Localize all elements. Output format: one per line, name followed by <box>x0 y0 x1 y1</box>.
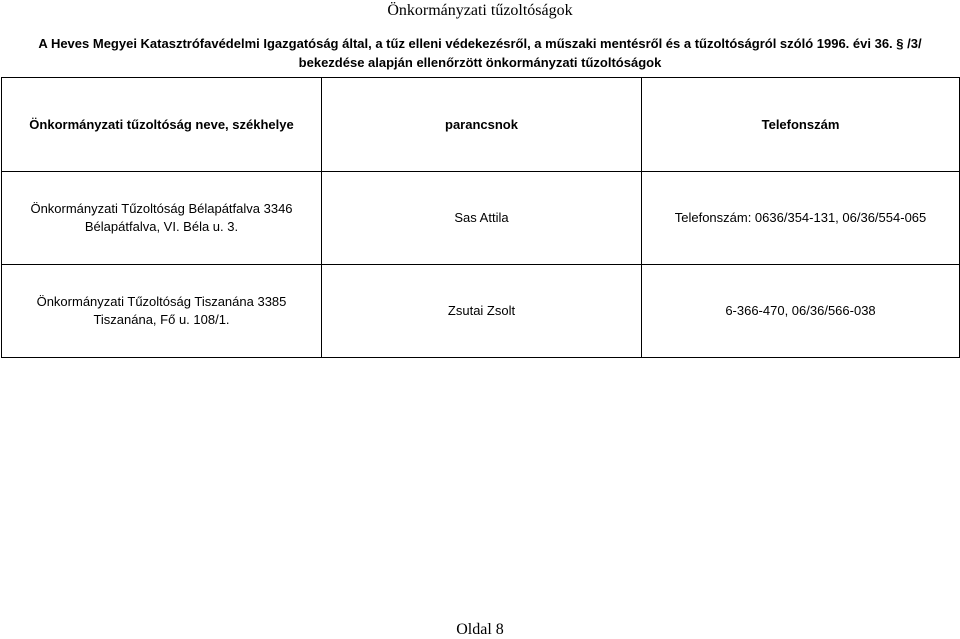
commander-cell: Zsutai Zsolt <box>322 265 642 358</box>
commander-cell: Sas Attila <box>322 172 642 265</box>
table-header-row <box>2 78 960 172</box>
fire-stations-table <box>1 77 960 358</box>
column-header-name: Önkormányzati tűzoltóság neve, székhelye <box>2 78 322 172</box>
phone-cell: 6-366-470, 06/36/566-038 <box>642 265 960 358</box>
station-name-line-1: Önkormányzati Tűzoltóság Tiszanána 3385 <box>36 294 287 309</box>
page-header-title: Önkormányzati tűzoltóságok <box>387 2 573 19</box>
station-name-cell <box>2 265 322 358</box>
phone-cell: Telefonszám: 0636/354-131, 06/36/554-065 <box>642 172 960 265</box>
column-header-commander: parancsnok <box>322 78 642 172</box>
table-row <box>2 265 960 358</box>
table-row <box>2 172 960 265</box>
station-name-line-2: Tiszanána, Fő u. 108/1. <box>93 312 230 327</box>
page-number-footer: Oldal 8 <box>456 621 504 638</box>
intro-line-2: bekezdése alapján ellenőrzött önkormányzati tűzoltóságok <box>298 55 662 70</box>
column-header-phone: Telefonszám <box>642 78 960 172</box>
intro-line-1: A Heves Megyei Katasztrófavédelmi Igazgatóság által, a tűz elleni védekezésről, a műszaki mentésről és a tűzoltóságról szóló 1996. évi 36. § /3/ <box>38 36 922 51</box>
station-name-cell <box>2 172 322 265</box>
station-name-line-1: Önkormányzati Tűzoltóság Bélapátfalva 3346 <box>30 201 293 216</box>
station-name-line-2: Bélapátfalva, VI. Béla u. 3. <box>84 219 239 234</box>
intro-text <box>10 34 950 72</box>
